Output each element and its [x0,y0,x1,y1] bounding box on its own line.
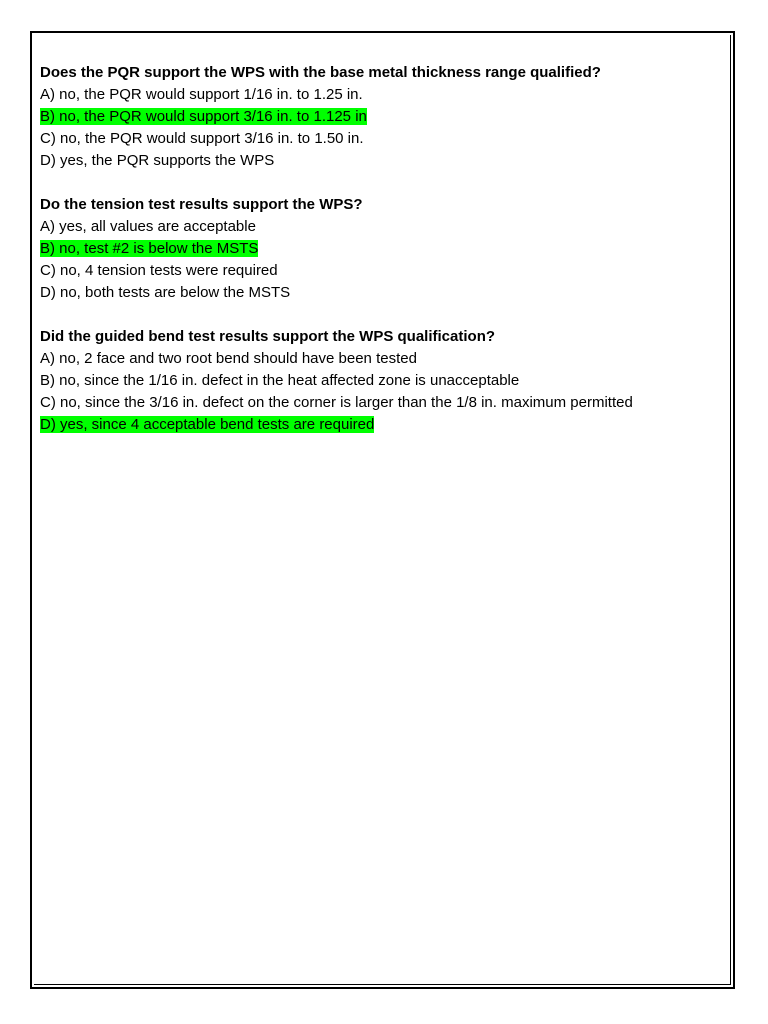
question-3-text: Did the guided bend test results support the WPS qualification? [40,328,496,345]
question-3-option-b: B) no, since the 1/16 in. defect in the heat affected zone is unacceptable [40,372,520,389]
question-2-option-c: C) no, 4 tension tests were required [40,262,278,279]
question-2-text: Do the tension test results support the WPS? [40,196,363,213]
question-2-option-b-highlighted: B) no, test #2 is below the MSTS [40,240,259,257]
question-1-option-a: A) no, the PQR would support 1/16 in. to 1.25 in. [40,86,363,103]
question-3-option-a: A) no, 2 face and two root bend should have been tested [40,350,417,367]
question-block-3 [40,326,730,436]
question-2-option-a: A) yes, all values are acceptable [40,218,256,235]
question-3-option-c: C) no, since the 3/16 in. defect on the corner is larger than the 1/8 in. maximum permitted [40,394,633,411]
question-2-option-d: D) no, both tests are below the MSTS [40,284,291,301]
question-1-text: Does the PQR support the WPS with the base metal thickness range qualified? [40,64,601,81]
question-1-option-b-highlighted: B) no, the PQR would support 3/16 in. to 1.125 in [40,108,367,125]
question-1-option-c: C) no, the PQR would support 3/16 in. to 1.50 in. [40,130,364,147]
question-block-2 [40,194,730,304]
question-block-1 [40,62,730,172]
question-1-option-d: D) yes, the PQR supports the WPS [40,152,275,169]
question-list [40,62,730,458]
question-3-option-d-highlighted: D) yes, since 4 acceptable bend tests are required [40,416,375,433]
